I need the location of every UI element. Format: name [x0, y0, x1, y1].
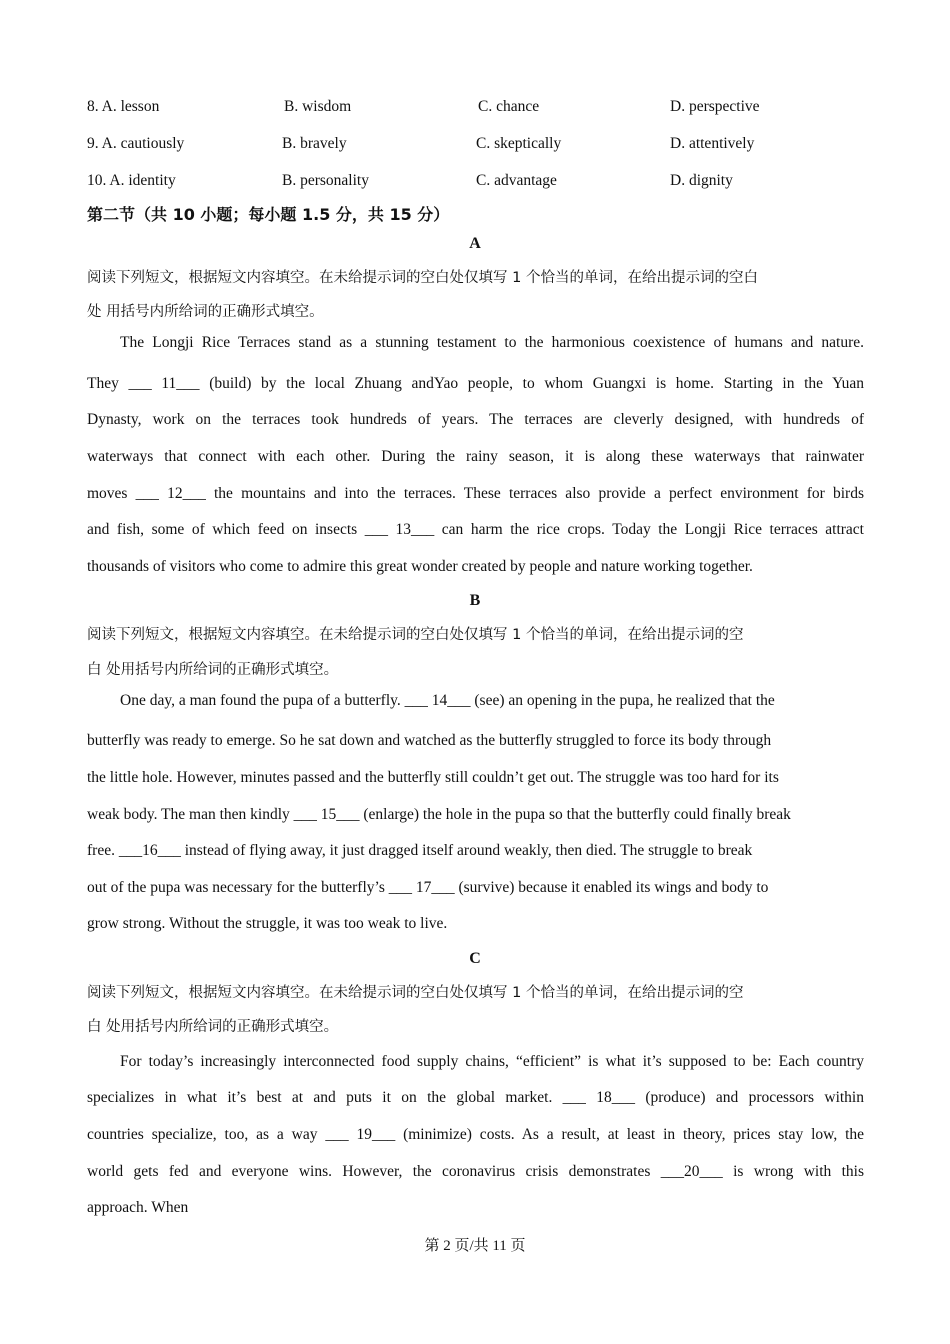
passage-a-line-5: moves ___ 12___ the mountains and into the terraces. These terraces also provide a perfect environment for birds [87, 485, 864, 502]
passage-b-line-4: weak body. The man then kindly ___ 15___ (enlarge) the hole in the pupa so that the butterfly could finally break [87, 806, 791, 823]
passage-c-line-5: approach. When [87, 1199, 189, 1216]
passage-c-instruction-2: 白 处用括号内所给词的正确形式填空。 [87, 1019, 339, 1035]
passage-b-line-2: butterfly was ready to emerge. So he sat down and watched as the butterfly struggled to force its body through [87, 732, 772, 749]
option-10d: D. dignity [670, 172, 733, 189]
passage-b-line-3: the little hole. However, minutes passed and the butterfly still couldn’t get out. The struggle was too hard for its [87, 769, 779, 786]
option-9b: B. bravely [282, 135, 347, 152]
passage-a-instruction-2: 处 用括号内所给词的正确形式填空。 [87, 304, 324, 320]
passage-c-line-2: specializes in what it’s best at and puts it on the global market. ___ 18___ (produce) and processors within [87, 1089, 864, 1106]
passage-a-instruction-1: 阅读下列短文，根据短文内容填空。在未给提示词的空白处仅填写 1 个恰当的单词，在给出提示词的空白 [87, 270, 758, 286]
passage-b-line-1: One day, a man found the pupa of a butterfly. ___ 14___ (see) an opening in the pupa, he realized that the [120, 692, 775, 709]
passage-a-line-4: waterways that connect with each other. During the rainy season, it is along these waterways that rainwater [87, 448, 864, 465]
page-footer: 第 2 页/共 11 页 [424, 1238, 526, 1254]
passage-a-line-1: The Longji Rice Terraces stand as a stunning testament to the harmonious coexistence of humans and nature. [120, 334, 864, 351]
passage-b-label: B [469, 592, 481, 609]
passage-c-instruction-1: 阅读下列短文，根据短文内容填空。在未给提示词的空白处仅填写 1 个恰当的单词，在给出提示词的空 [87, 985, 744, 1001]
option-9a: 9. A. cautiously [87, 135, 185, 152]
option-9d: D. attentively [670, 135, 755, 152]
option-8c: C. chance [478, 98, 540, 115]
passage-a-line-2: They ___ 11___ (build) by the local Zhuang andYao people, to whom Guangxi is home. Starting in the Yuan [87, 375, 864, 392]
passage-c-line-3: countries specialize, too, as a way ___ 19___ (minimize) costs. As a result, at least in theory, prices stay low, the [87, 1126, 864, 1143]
passage-a-line-3: Dynasty, work on the terraces took hundreds of years. The terraces are cleverly designed, with hundreds of [87, 411, 864, 428]
passage-a-line-6: and fish, some of which feed on insects ___ 13___ can harm the rice crops. Today the Longji Rice terraces attract [87, 521, 864, 538]
passage-b-line-6: out of the pupa was necessary for the butterfly’s ___ 17___ (survive) because it enabled its wings and body to [87, 879, 769, 896]
section-heading: 第二节（共 10 小题；每小题 1.5 分，共 15 分） [87, 205, 450, 224]
passage-c-line-4: world gets fed and everyone wins. However, the coronavirus crisis demonstrates ___20___ is wrong with this [87, 1163, 864, 1180]
passage-a-line-7: thousands of visitors who come to admire this great wonder created by people and nature working together. [87, 558, 753, 575]
passage-c-line-1: For today’s increasingly interconnected food supply chains, “efficient” is what it’s supposed to be: Each country [120, 1053, 864, 1070]
option-8a: 8. A. lesson [87, 98, 160, 115]
option-10a: 10. A. identity [87, 172, 176, 189]
option-8d: D. perspective [670, 98, 760, 115]
passage-b-line-5: free. ___16___ instead of flying away, it just dragged itself around weakly, then died. The struggle to break [87, 842, 753, 859]
option-8b: B. wisdom [284, 98, 352, 115]
option-10c: C. advantage [476, 172, 557, 189]
passage-b-line-7: grow strong. Without the struggle, it was too weak to live. [87, 915, 448, 932]
option-9c: C. skeptically [476, 135, 562, 152]
passage-b-instruction-2: 白 处用括号内所给词的正确形式填空。 [87, 662, 339, 678]
option-10b: B. personality [282, 172, 369, 189]
passage-a-label: A [469, 235, 481, 252]
passage-c-label: C [469, 950, 481, 967]
passage-b-instruction-1: 阅读下列短文，根据短文内容填空。在未给提示词的空白处仅填写 1 个恰当的单词，在给出提示词的空 [87, 627, 744, 643]
